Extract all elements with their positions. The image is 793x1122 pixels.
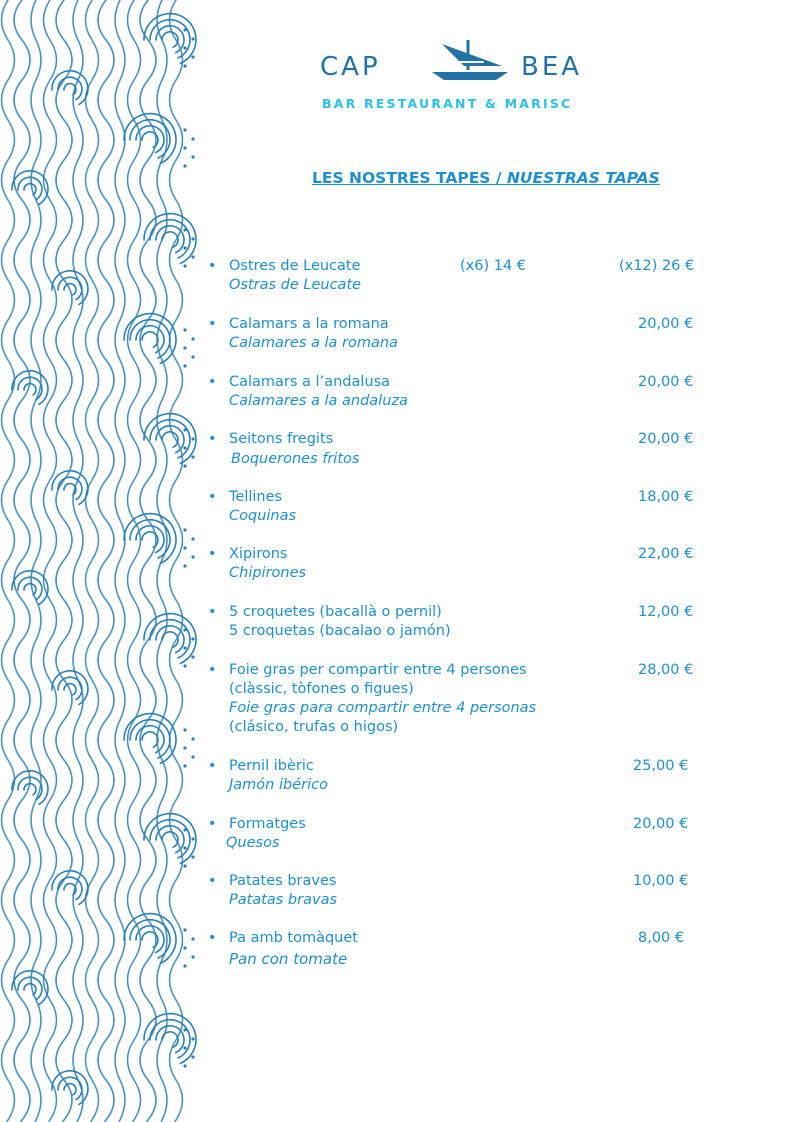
item-name-catalan: Pa amb tomàquet bbox=[229, 930, 358, 946]
item-price-half-dozen: (x6) 14 € bbox=[460, 258, 527, 274]
item-name-catalan: Tellines bbox=[229, 489, 283, 505]
item-price: 12,00 € bbox=[638, 604, 694, 620]
bullet: • bbox=[208, 662, 217, 678]
item-name-catalan: Formatges bbox=[229, 816, 306, 832]
item-price: 8,00 € bbox=[638, 930, 685, 946]
bullet: • bbox=[208, 546, 217, 562]
item-price: 28,00 € bbox=[638, 662, 694, 678]
title-separator: / bbox=[490, 169, 507, 187]
item-name-catalan: Calamars a l’andalusa bbox=[229, 374, 391, 390]
item-name-spanish: Ostras de Leucate bbox=[229, 277, 362, 293]
logo-word-bea: BEA bbox=[521, 52, 583, 82]
item-name-spanish: 5 croquetas (bacalao o jamón) bbox=[229, 623, 451, 639]
item-name-catalan: Calamars a la romana bbox=[229, 316, 389, 332]
item-name-catalan: Xipirons bbox=[229, 546, 288, 562]
title-catalan: LES NOSTRES TAPES bbox=[312, 169, 491, 187]
item-name-spanish: Patatas bravas bbox=[229, 892, 338, 908]
item-price: 20,00 € bbox=[638, 374, 694, 390]
item-name-catalan: Seitons fregits bbox=[229, 431, 334, 447]
item-name-spanish: Boquerones fritos bbox=[231, 451, 360, 467]
item-price: 20,00 € bbox=[633, 816, 689, 832]
item-name-catalan: Pernil ibèric bbox=[229, 758, 314, 774]
item-price: 20,00 € bbox=[638, 316, 694, 332]
bullet: • bbox=[208, 374, 217, 390]
bullet: • bbox=[208, 604, 217, 620]
item-name-spanish: Pan con tomate bbox=[229, 950, 348, 968]
item-name-spanish: Foie gras para compartir entre 4 personas bbox=[229, 700, 537, 716]
logo-word-cap: CAP bbox=[320, 52, 381, 82]
bullet: • bbox=[208, 431, 217, 447]
item-price: 22,00 € bbox=[638, 546, 694, 562]
bullet: • bbox=[208, 816, 217, 832]
item-name-catalan-detail: (clàssic, tòfones o figues) bbox=[229, 681, 414, 697]
bullet: • bbox=[208, 489, 217, 505]
item-price: 20,00 € bbox=[638, 431, 694, 447]
bullet: • bbox=[208, 316, 217, 332]
item-price: 25,00 € bbox=[633, 758, 689, 774]
item-name-spanish: Quesos bbox=[226, 835, 280, 851]
item-name-spanish: Calamares a la romana bbox=[229, 335, 398, 351]
item-price: 18,00 € bbox=[638, 489, 694, 505]
item-name-catalan: Ostres de Leucate bbox=[229, 258, 361, 274]
bullet: • bbox=[208, 758, 217, 774]
item-name-catalan: 5 croquetes (bacallà o pernil) bbox=[229, 604, 442, 620]
item-name-spanish: Coquinas bbox=[229, 508, 297, 524]
title-spanish: NUESTRAS TAPAS bbox=[506, 169, 660, 187]
item-name-spanish: Calamares a la andaluza bbox=[229, 393, 408, 409]
bullet: • bbox=[208, 930, 217, 946]
item-name-catalan: Foie gras per compartir entre 4 persones bbox=[229, 662, 527, 678]
item-name-catalan: Patates braves bbox=[229, 873, 337, 889]
bullet: • bbox=[208, 873, 217, 889]
item-price: (x12) 26 € bbox=[619, 258, 695, 274]
item-name-spanish: Chipirones bbox=[229, 565, 307, 581]
item-name-spanish-detail: (clásico, trufas o higos) bbox=[229, 719, 399, 735]
logo-subtitle: BAR RESTAURANT & MARISC bbox=[322, 96, 573, 111]
item-price: 10,00 € bbox=[633, 873, 689, 889]
item-name-spanish: Jamón ibérico bbox=[229, 777, 328, 793]
bullet: • bbox=[208, 258, 217, 274]
